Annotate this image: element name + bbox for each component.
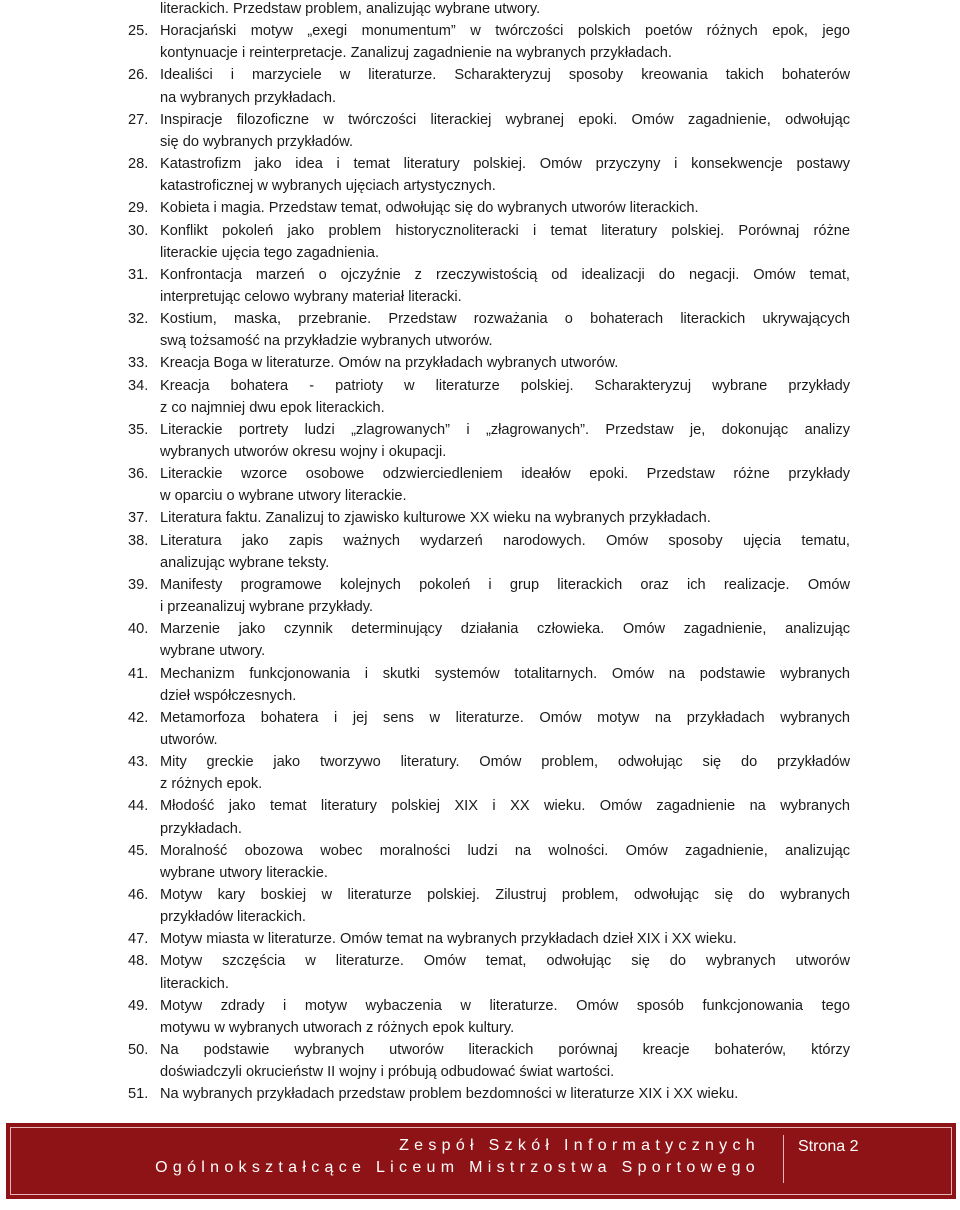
list-item-text-line: i przeanalizuj wybrane przykłady. <box>160 599 374 616</box>
list-item-text-line: Konfrontacja marzeń o ojczyźnie z rzeczywistością od idealizacji do negacji. Omów temat, <box>160 266 850 283</box>
list-item-text-line: z co najmniej dwu epok literackich. <box>160 399 385 416</box>
list-item-text-line: Mity greckie jako tworzywo literatury. Omów problem, odwołując się do przykładów <box>160 754 850 771</box>
list-item-text-line: przykładach. <box>160 820 242 837</box>
list-item-text-line: Horacjański motyw „exegi monumentum” w twórczości polskich poetów różnych epok, jego <box>160 23 850 40</box>
list-item-text-line: interpretując celowo wybrany materiał literacki. <box>160 288 462 305</box>
list-item-text-line: Motyw kary boskiej w literaturze polskiej. Zilustruj problem, odwołując się do wybranych <box>160 887 850 903</box>
list-item-text-line: w oparciu o wybrane utwory literackie. <box>160 488 407 505</box>
list-item-text-line: Metamorfoza bohatera i jej sens w literaturze. Omów motyw na przykładach wybranych <box>160 709 850 726</box>
list-item-text-line: się do wybranych przykładów. <box>160 133 354 150</box>
list-item-number: 25. <box>128 23 149 40</box>
list-item-text-line: Na wybranych przykładach przedstaw problem bezdomności w literaturze XIX i XX wieku. <box>160 1086 739 1103</box>
list-item-number: 46. <box>128 887 149 903</box>
list-item-text-line: Inspiracje filozoficzne w twórczości literackiej wybranej epoki. Omów zagadnienie, odwołując <box>160 111 850 128</box>
list-item-number: 40. <box>128 621 149 638</box>
list-item-number: 27. <box>128 111 149 128</box>
list-item-text-line: motywu w wybranych utworach z różnych epok kultury. <box>160 1019 515 1036</box>
list-item-text-line: dzieł współczesnych. <box>160 687 297 704</box>
list-item-text-line: Marzenie jako czynnik determinujący działania człowieka. Omów zagadnienie, analizując <box>160 621 850 638</box>
list-item-number: 38. <box>128 532 149 549</box>
list-item-text-line: Moralność obozowa wobec moralności ludzi na wolności. Omów zagadnienie, analizując <box>160 842 850 859</box>
list-item-number: 35. <box>128 421 149 438</box>
list-item-text-line: swą tożsamość na przykładzie wybranych utworów. <box>160 333 493 350</box>
list-item-number: 43. <box>128 754 149 771</box>
list-item-number: 49. <box>128 997 149 1014</box>
page-footer <box>6 1123 956 1199</box>
list-item-text-line: wybranych utworów okresu wojny i okupacji. <box>160 444 447 460</box>
list-item-number: 37. <box>128 510 149 527</box>
list-item-number: 50. <box>128 1042 149 1059</box>
list-item-number: 44. <box>128 798 149 815</box>
list-item-text-line: literackich. Przedstaw problem, analizując wybrane utwory. <box>160 1 541 17</box>
list-item-text-line: Katastrofizm jako idea i temat literatury polskiej. Omów przyczyny i konsekwencje postawy <box>160 156 850 173</box>
list-item-text-line: utworów. <box>160 731 218 748</box>
page-number: Strona 2 <box>798 1138 859 1155</box>
list-item-number: 26. <box>128 67 149 84</box>
list-item-text-line: katastroficznej w wybranych ujęciach artystycznych. <box>160 178 496 195</box>
list-item-text-line: z różnych epok. <box>160 776 263 793</box>
list-item-text-line: Idealiści i marzyciele w literaturze. Scharakteryzuj sposoby kreowania takich bohaterów <box>160 67 850 84</box>
list-item-text-line: Motyw miasta w literaturze. Omów temat na wybranych przykładach dzieł XIX i XX wieku. <box>160 931 737 948</box>
footer-school-line-1: Zespół Szkół Informatycznych <box>399 1137 760 1154</box>
list-item-number: 47. <box>128 931 149 948</box>
list-item-number: 51. <box>128 1086 149 1103</box>
list-item-text-line: Młodość jako temat literatury polskiej XIX i XX wieku. Omów zagadnienie na wybranych <box>160 798 850 815</box>
list-item-number: 31. <box>128 266 149 283</box>
list-item-text-line: na wybranych przykładach. <box>160 89 337 106</box>
footer-divider <box>783 1135 784 1183</box>
list-item-number: 32. <box>128 311 149 328</box>
list-item-number: 28. <box>128 156 149 173</box>
list-item-text-line: wybrane utwory literackie. <box>160 864 328 881</box>
list-item-number: 45. <box>128 842 149 859</box>
list-item-number: 48. <box>128 953 149 970</box>
list-item-text-line: Literatura jako zapis ważnych wydarzeń narodowych. Omów sposoby ujęcia tematu, <box>160 532 850 549</box>
list-item-text-line: Kobieta i magia. Przedstaw temat, odwołując się do wybranych utworów literackich. <box>160 200 699 217</box>
list-item-text-line: Na podstawie wybranych utworów literackich porównaj kreacje bohaterów, którzy <box>160 1042 850 1059</box>
list-item-text-line: Literackie wzorce osobowe odzwierciedleniem ideałów epoki. Przedstaw różne przykłady <box>160 466 850 483</box>
list-item-text-line: Mechanizm funkcjonowania i skutki systemów totalitarnych. Omów na podstawie wybranych <box>160 665 850 682</box>
list-item-number: 33. <box>128 355 149 372</box>
list-item-number: 34. <box>128 377 149 394</box>
list-item-text-line: Motyw zdrady i motyw wybaczenia w literaturze. Omów sposób funkcjonowania tego <box>160 997 850 1014</box>
list-item-text-line: wybrane utwory. <box>160 643 266 660</box>
list-item-text-line: Kreacja Boga w literaturze. Omów na przykładach wybranych utworów. <box>160 355 619 372</box>
list-item-text-line: Motyw szczęścia w literaturze. Omów temat, odwołując się do wybranych utworów <box>160 953 850 970</box>
list-item-text-line: Kreacja bohatera - patrioty w literaturze polskiej. Scharakteryzuj wybrane przykłady <box>160 377 850 394</box>
list-item-number: 30. <box>128 222 149 239</box>
list-item-number: 39. <box>128 576 149 593</box>
footer-school-line-2: Ogólnokształcące Liceum Mistrzostwa Sportowego <box>155 1159 760 1176</box>
list-item-text-line: przykładów literackich. <box>160 909 306 926</box>
footer-school-name <box>155 1135 760 1179</box>
list-item-text-line: literackie ujęcia tego zagadnienia. <box>160 244 380 261</box>
list-item-text-line: Literatura faktu. Zanalizuj to zjawisko kulturowe XX wieku na wybranych przykładach. <box>160 510 711 527</box>
list-item-number: 41. <box>128 665 149 682</box>
list-item-text-line: Manifesty programowe kolejnych pokoleń i grup literackich oraz ich realizacje. Omów <box>160 576 850 593</box>
list-item-number: 42. <box>128 709 149 726</box>
list-item-text-line: literackich. <box>160 975 229 992</box>
list-item-text-line: kontynuacje i reinterpretacje. Zanalizuj zagadnienie na wybranych przykładach. <box>160 45 672 62</box>
list-item-text-line: Konflikt pokoleń jako problem historycznoliteracki i temat literatury polskiej. Porównaj różne <box>160 222 850 239</box>
list-item-text-line: Literackie portrety ludzi „zlagrowanych” i „złagrowanych”. Przedstaw je, dokonując analizy <box>160 421 850 438</box>
list-item-number: 29. <box>128 200 149 217</box>
list-item-text-line: doświadczyli okrucieństw II wojny i próbują odbudować świat wartości. <box>160 1064 615 1081</box>
list-item-text-line: analizując wybrane teksty. <box>160 554 330 571</box>
list-item-text-line: Kostium, maska, przebranie. Przedstaw rozważania o bohaterach literackich ukrywających <box>160 311 850 328</box>
list-item-number: 36. <box>128 466 149 483</box>
